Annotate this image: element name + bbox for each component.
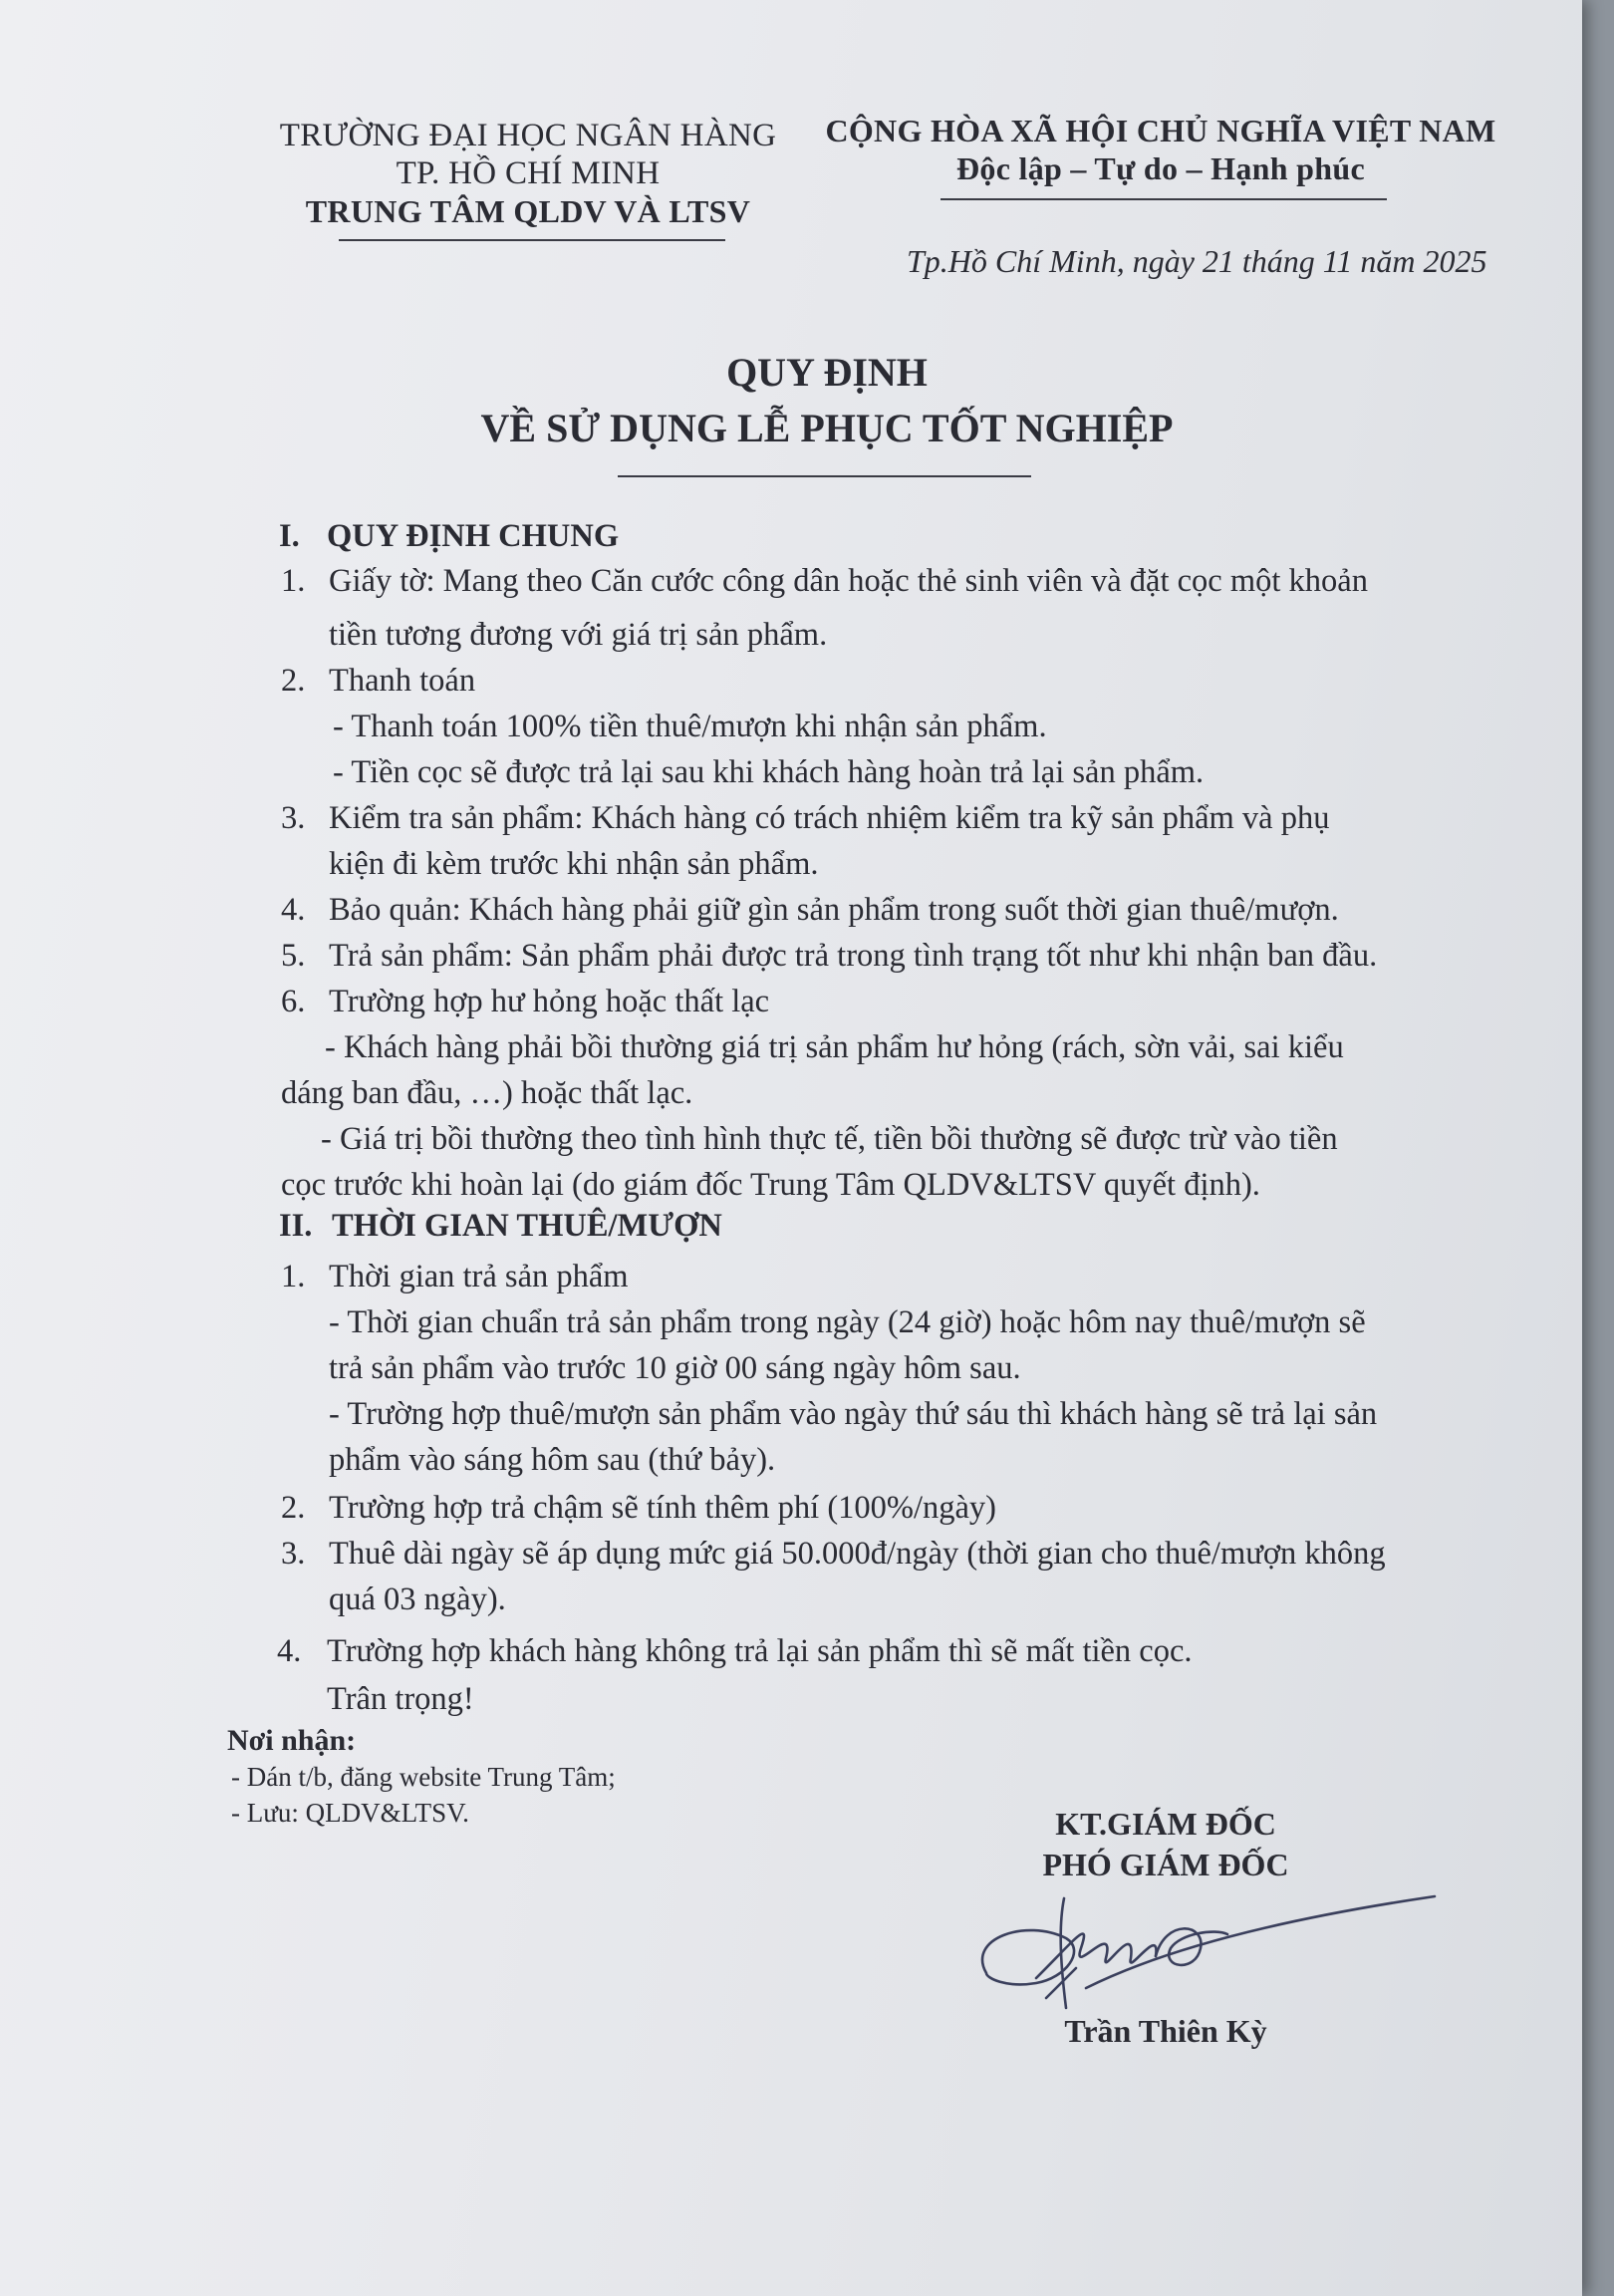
- s1-item2-sub1: - Thanh toán 100% tiền thuê/mượn khi nhận sản phẩm.: [333, 709, 1047, 744]
- s1-item2-line: Thanh toán: [329, 663, 476, 699]
- s1-item3-line2: kiện đi kèm trước khi nhận sản phẩm.: [329, 846, 819, 882]
- s1-item4-line: Bảo quản: Khách hàng phải giữ gìn sản phẩm trong suốt thời gian thuê/mượn.: [329, 892, 1339, 928]
- s1-item1-number: 1.: [281, 563, 306, 599]
- recipients-line1: - Dán t/b, đăng website Trung Tâm;: [231, 1762, 616, 1792]
- s1-item1-line1: Giấy tờ: Mang theo Căn cước công dân hoặc thẻ sinh viên và đặt cọc một khoản: [329, 563, 1368, 599]
- signature-title-line2: PHÓ GIÁM ĐỐC: [1042, 1847, 1289, 1882]
- s1-item6-sub2-line2: cọc trước khi hoàn lại (do giám đốc Trung Tâm QLDV&LTSV quyết định).: [281, 1167, 1260, 1203]
- section2-heading: THỜI GIAN THUÊ/MƯỢN: [332, 1208, 722, 1244]
- s1-item6-sub1-line2: dáng ban đầu, …) hoặc thất lạc.: [281, 1075, 693, 1111]
- s2-item3-line2: quá 03 ngày).: [329, 1581, 506, 1617]
- s1-item3-line1: Kiểm tra sản phẩm: Khách hàng có trách nhiệm kiểm tra kỹ sản phẩm và phụ: [329, 800, 1330, 836]
- s2-item3-line1: Thuê dài ngày sẽ áp dụng mức giá 50.000đ/ngày (thời gian cho thuê/mượn không: [329, 1536, 1386, 1572]
- header-left-line1: TRƯỜNG ĐẠI HỌC NGÂN HÀNG: [279, 118, 777, 153]
- section1-number: I.: [279, 518, 300, 554]
- date-line: Tp.Hồ Chí Minh, ngày 21 tháng 11 năm 2025: [907, 243, 1487, 279]
- title-line1: QUY ĐỊNH: [726, 350, 928, 395]
- header-right-line2: Độc lập – Tự do – Hạnh phúc: [956, 150, 1365, 186]
- s2-item2-number: 2.: [281, 1490, 306, 1526]
- s2-item1-sub1-line1: - Thời gian chuẩn trả sản phẩm trong ngày (24 giờ) hoặc hôm nay thuê/mượn sẽ: [329, 1304, 1366, 1340]
- s1-item6-line: Trường hợp hư hỏng hoặc thất lạc: [329, 984, 770, 1019]
- s1-item5-line: Trả sản phẩm: Sản phẩm phải được trả trong tình trạng tốt như khi nhận ban đầu.: [329, 938, 1378, 974]
- s1-item2-number: 2.: [281, 663, 306, 699]
- header-left-line3: TRUNG TÂM QLDV VÀ LTSV: [305, 193, 751, 229]
- header-left-underline: [339, 239, 725, 241]
- title-line2: VỀ SỬ DỤNG LỄ PHỤC TỐT NGHIỆP: [480, 406, 1174, 450]
- s2-item4-number: 4.: [277, 1633, 302, 1669]
- s1-item6-sub1-line1: - Khách hàng phải bồi thường giá trị sản phẩm hư hỏng (rách, sờn vải, sai kiểu: [325, 1029, 1344, 1065]
- s2-item1-sub1-line2: trả sản phẩm vào trước 10 giờ 00 sáng ngày hôm sau.: [329, 1350, 1021, 1386]
- s2-item2-line: Trường hợp trả chậm sẽ tính thêm phí (100%/ngày): [329, 1490, 996, 1526]
- closing-text: Trân trọng!: [327, 1681, 474, 1717]
- s1-item4-number: 4.: [281, 892, 306, 928]
- title-underline: [618, 475, 1031, 477]
- recipients-line2: - Lưu: QLDV&LTSV.: [231, 1798, 469, 1828]
- signature-title-line1: KT.GIÁM ĐỐC: [1055, 1806, 1276, 1842]
- s2-item1-line: Thời gian trả sản phẩm: [329, 1259, 629, 1294]
- s1-item6-sub2-line1: - Giá trị bồi thường theo tình hình thực tế, tiền bồi thường sẽ được trừ vào tiền: [321, 1121, 1338, 1157]
- s2-item4-line: Trường hợp khách hàng không trả lại sản phẩm thì sẽ mất tiền cọc.: [327, 1633, 1193, 1669]
- header-right-underline: [941, 198, 1387, 200]
- s1-item3-number: 3.: [281, 800, 306, 836]
- s1-item2-sub2: - Tiền cọc sẽ được trả lại sau khi khách hàng hoàn trả lại sản phẩm.: [333, 754, 1205, 790]
- s2-item1-sub2-line1: - Trường hợp thuê/mượn sản phẩm vào ngày thứ sáu thì khách hàng sẽ trả lại sản: [329, 1396, 1378, 1432]
- s2-item3-number: 3.: [281, 1536, 306, 1572]
- s1-item5-number: 5.: [281, 938, 306, 974]
- s1-item6-number: 6.: [281, 984, 306, 1019]
- header-right-line1: CỘNG HÒA XÃ HỘI CHỦ NGHĨA VIỆT NAM: [825, 113, 1496, 148]
- section2-number: II.: [279, 1208, 313, 1244]
- s2-item1-sub2-line2: phẩm vào sáng hôm sau (thứ bảy).: [329, 1442, 776, 1478]
- recipients-label: Nơi nhận:: [227, 1724, 357, 1757]
- handwritten-signature: [966, 1878, 1484, 2028]
- signer-name: Trần Thiên Kỳ: [1064, 2013, 1267, 2049]
- s2-item1-number: 1.: [281, 1259, 306, 1294]
- s1-item1-line2: tiền tương đương với giá trị sản phẩm.: [329, 617, 828, 653]
- section1-heading: QUY ĐỊNH CHUNG: [327, 518, 620, 554]
- header-left-line2: TP. HỒ CHÍ MINH: [396, 155, 661, 191]
